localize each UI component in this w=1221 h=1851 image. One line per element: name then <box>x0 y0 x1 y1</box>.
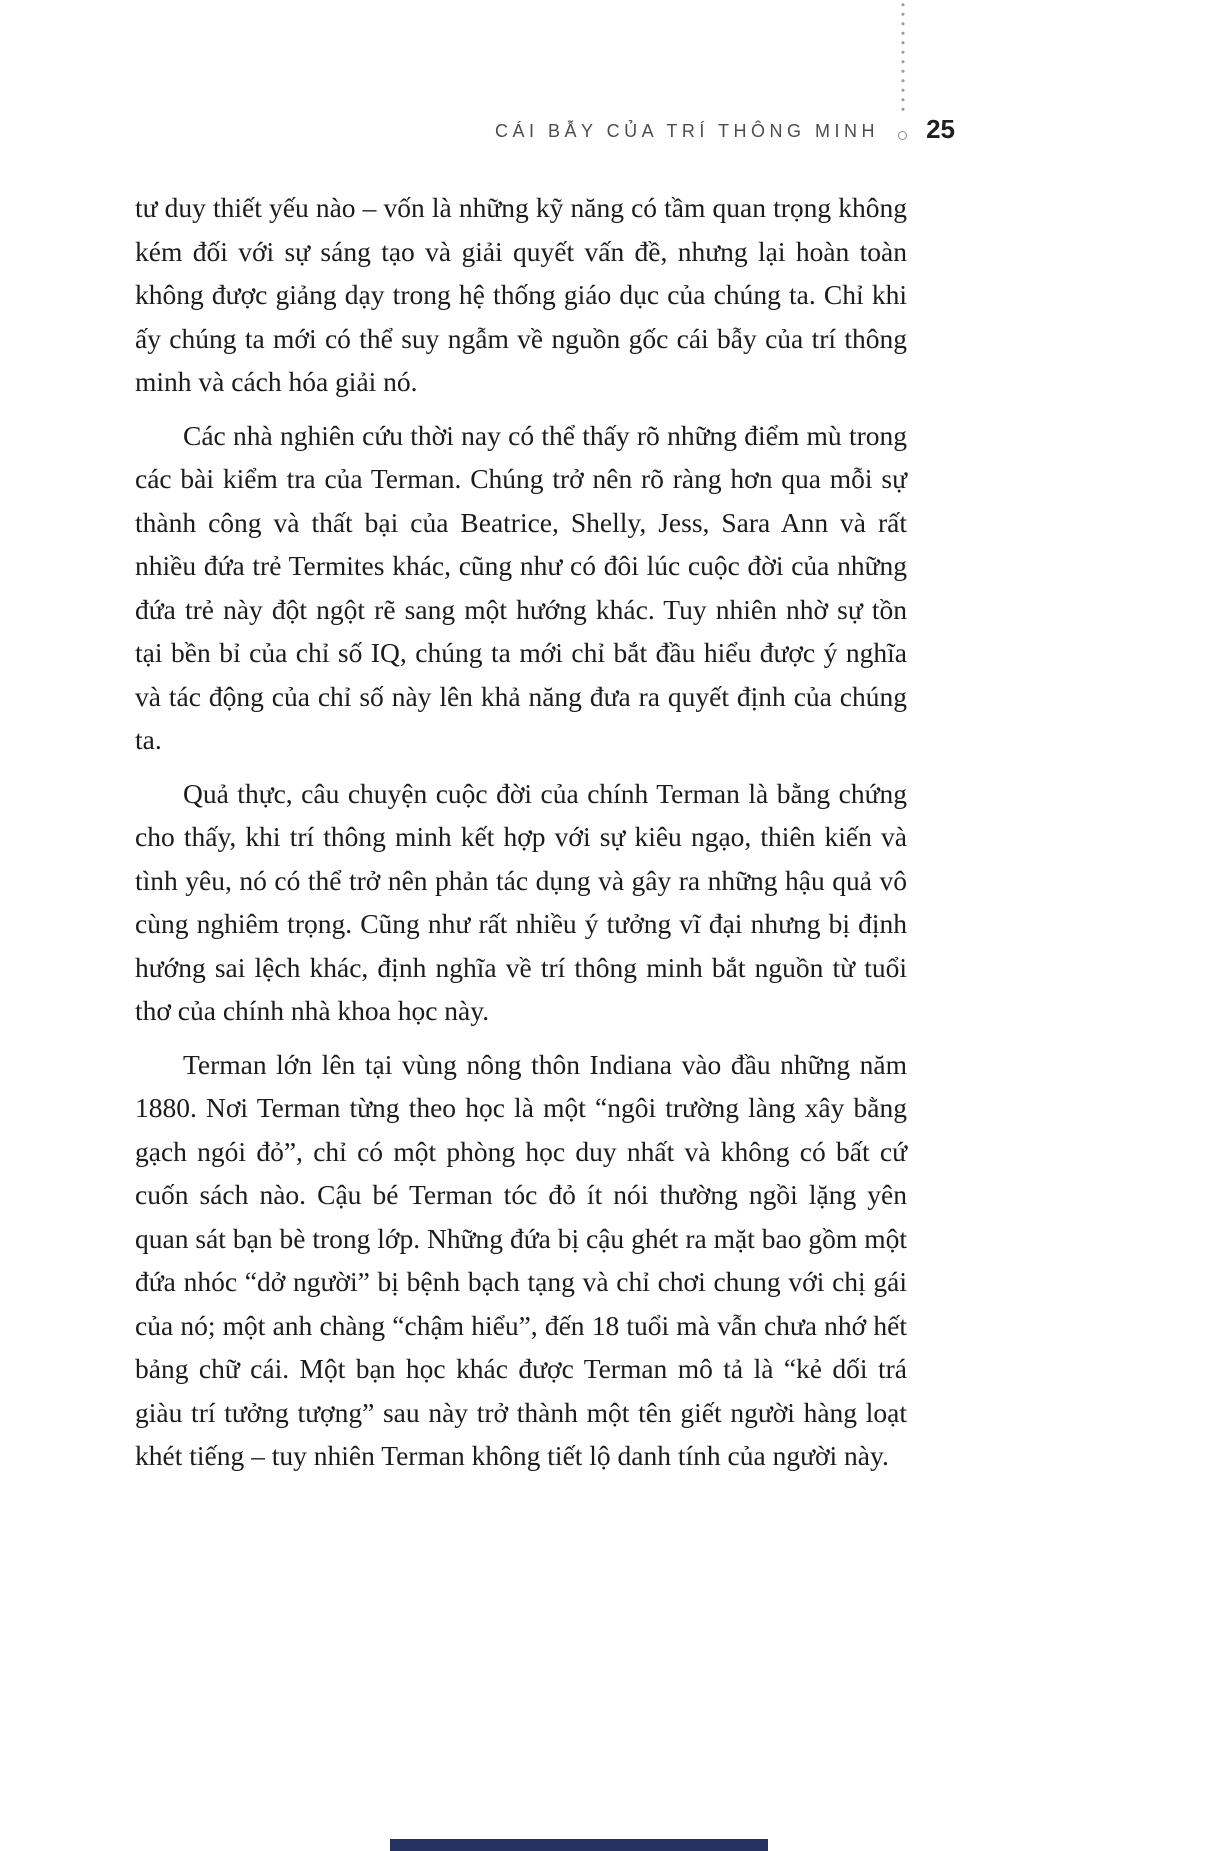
paragraph: Các nhà nghiên cứu thời nay có thể thấy rõ những điểm mù trong các bài kiểm tra của Terman. Chúng trở nên rõ ràng hơn qua mỗi sự thành công và thất bại của Beatrice, Shelly, Jess, Sara Ann và rất nhiều đứa trẻ Termites khác, cũng như có đôi lúc cuộc đời của những đứa trẻ này đột ngột rẽ sang một hướng khác. Tuy nhiên nhờ sự tồn tại bền bỉ của chỉ số IQ, chúng ta mới chỉ bắt đầu hiểu được ý nghĩa và tác động của chỉ số này lên khả năng đưa ra quyết định của chúng ta. <box>135 419 907 755</box>
running-title: CÁI BẪY CỦA TRÍ THÔNG MINH <box>494 121 879 141</box>
page-body <box>135 186 907 1488</box>
page-number: 25 <box>926 114 955 144</box>
paragraph: Terman lớn lên tại vùng nông thôn Indiana vào đầu những năm 1880. Nơi Terman từng theo học là một “ngôi trường làng xây bằng gạch ngói đỏ”, chỉ có một phòng học duy nhất và không có bất cứ cuốn sách nào. Cậu bé Terman tóc đỏ ít nói thường ngồi lặng yên quan sát bạn bè trong lớp. Những đứa bị cậu ghét ra mặt bao gồm một đứa nhóc “dở người” bị bệnh bạch tạng và chỉ chơi chung với chị gái của nó; một anh chàng “chậm hiểu”, đến 18 tuổi mà vẫn chưa nhớ hết bảng chữ cái. Một bạn học khác được Terman mô tả là “kẻ dối trá giàu trí tưởng tượng” sau này trở thành một tên giết người hàng loạt khét tiếng – tuy nhiên Terman không tiết lộ danh tính của người này. <box>135 1048 907 1471</box>
circle-marker-icon <box>898 131 907 140</box>
bottom-bar <box>390 1839 768 1851</box>
paragraph: Quả thực, câu chuyện cuộc đời của chính Terman là bằng chứng cho thấy, khi trí thông minh kết hợp với sự kiêu ngạo, thiên kiến và tình yêu, nó có thể trở nên phản tác dụng và gây ra những hậu quả vô cùng nghiêm trọng. Cũng như rất nhiều ý tưởng vĩ đại nhưng bị định hướng sai lệch khác, định nghĩa về trí thông minh bắt nguồn từ tuổi thơ của chính nhà khoa học này. <box>135 777 907 1026</box>
paragraph: tư duy thiết yếu nào – vốn là những kỹ năng có tầm quan trọng không kém đối với sự sáng tạo và giải quyết vấn đề, nhưng lại hoàn toàn không được giảng dạy trong hệ thống giáo dục của chúng ta. Chỉ khi ấy chúng ta mới có thể suy ngẫm về nguồn gốc cái bẫy của trí thông minh và cách hóa giải nó. <box>135 192 907 397</box>
dotted-rule-icon <box>901 0 905 112</box>
